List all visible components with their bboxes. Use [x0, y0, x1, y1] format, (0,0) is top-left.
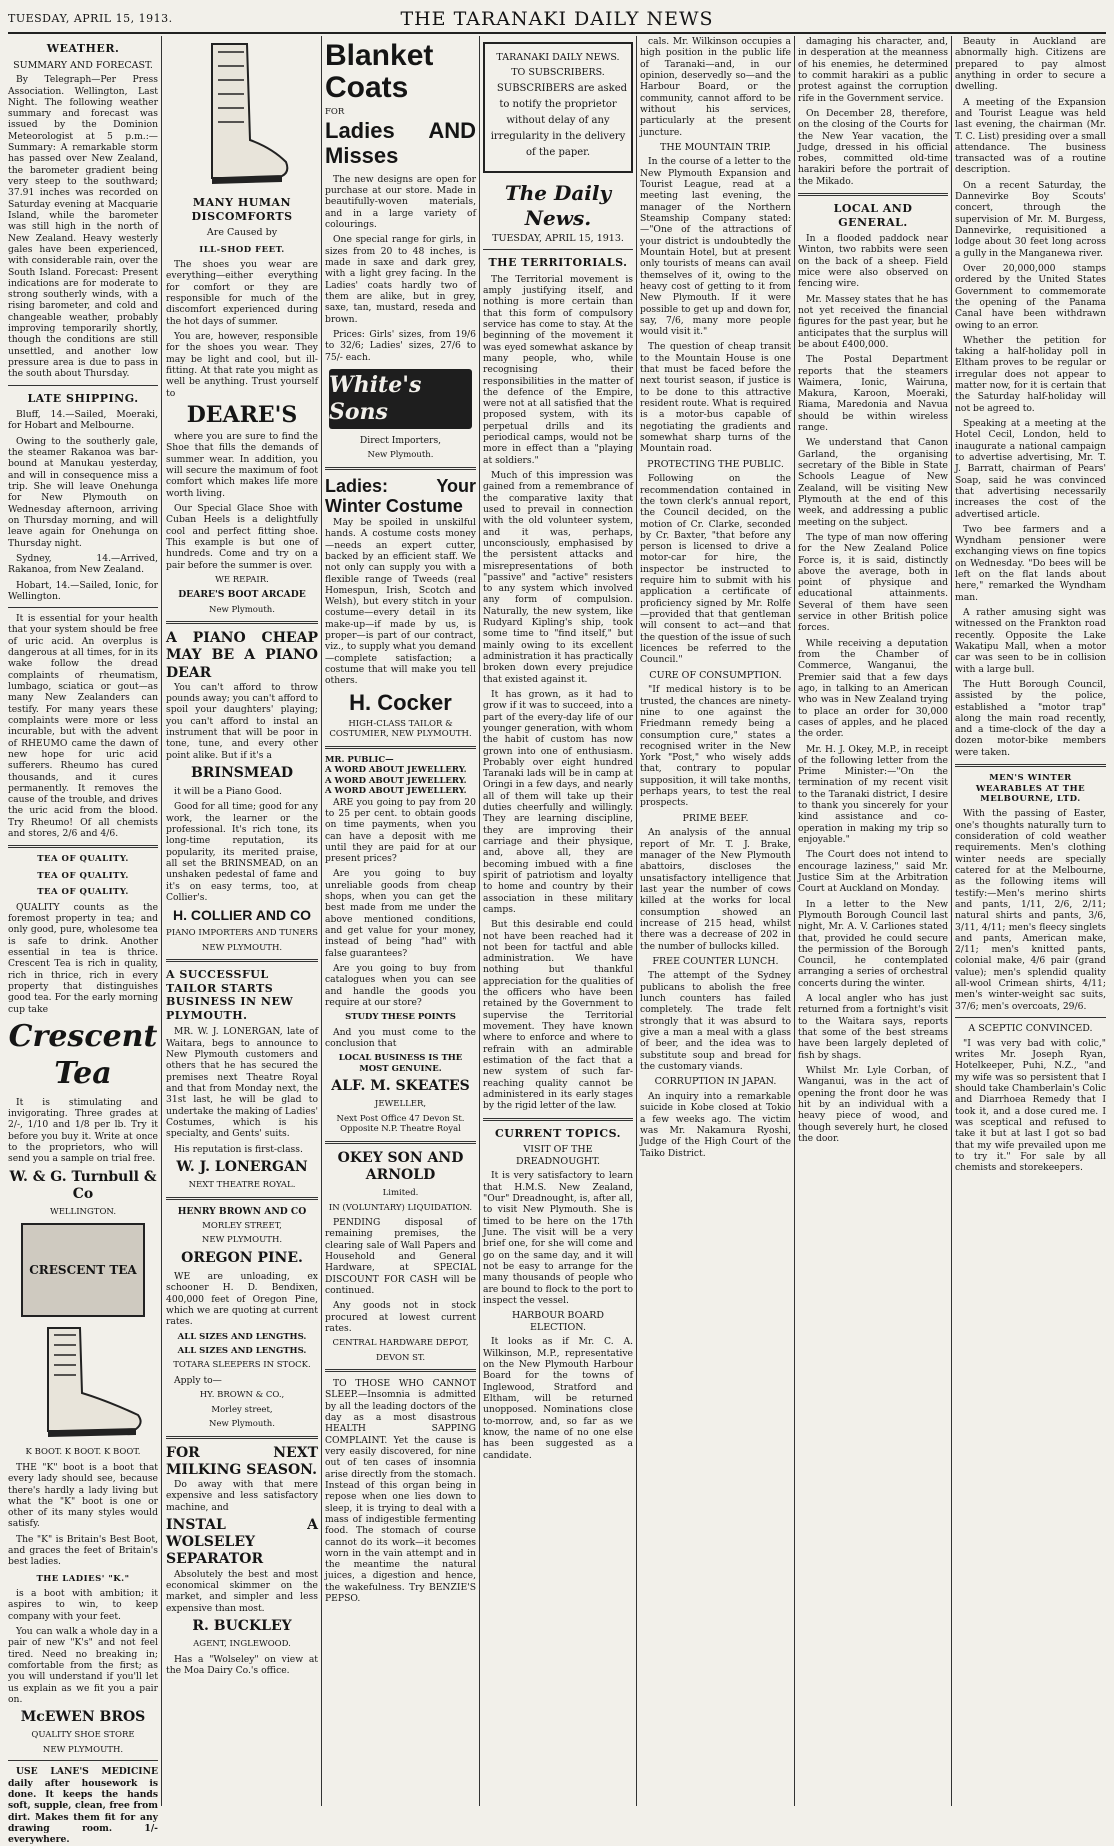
- local-item: We understand that Canon Garland, the organising secretary of the Bible in State Schools League of New Zealand, will be visiting New Plymouth at the end of this week, and addressing a public meeting on the subject.: [798, 437, 948, 528]
- local-item: A meeting of the Expansion and Tourist League was held last evening, the chairman (Mr. T. C. List) presiding over a small attendance. The business transacted was of a routine description.: [955, 96, 1106, 176]
- japan-subheading: CORRUPTION IN JAPAN.: [654, 1076, 777, 1088]
- pepso-advert-text: TO THOSE WHO CANNOT SLEEP.—Insomnia is admitted by all the leading doctors of the day as a most disastrous HEALTH SAPPING COMPLAINT. Yet the cause is very easily discovered, for nine out of ten cases of insomnia arise directly from the stomach. Instead of this organ being in repose when one lies down to sleep, it is trying to deal with a mass of indigestible fermenting food. The stomach of course cannot do its work—it becomes worn in the vain attempt and in the meantime the natural juices, a digestion and hence, the wakefulness. Try BENZIE'S PEPSO.: [325, 1378, 476, 1605]
- column-rule: [479, 36, 480, 1806]
- weather-subheading: SUMMARY AND FORECAST.: [13, 59, 153, 71]
- protecting-public-article: Following on the recommendation contained in the town clerk's annual report, the Council decided, on the motion of Cr. Clarke, seconded by Cr. Baxter, "that before any person is licensed to drive a motor-car for hire, the inspector be instructed to require him to submit with his application a certificate of proficiency signed by Mr. Rolfe—provided that that gentleman will consent to act—and that the question of the issue of such licences be referred to the Council.": [640, 473, 791, 666]
- hardware-street: DEVON ST.: [375, 1352, 426, 1363]
- turnbull-town: WELLINGTON.: [49, 1206, 117, 1217]
- menswear-heading: MEN'S WINTER WEARABLES AT THE MELBOURNE, LTD.: [975, 773, 1086, 804]
- local-item: Beauty in Auckland are abnormally high. Citizens are prepared to pay almost anything in order to secure a dwelling.: [955, 36, 1106, 93]
- deares-advert-text: Our Special Glace Shoe with Cuban Heels is a delightfully cool and perfect fitting shoe. This example is but one of hundreds. Come and try on a pair before the summer is over.: [166, 502, 318, 571]
- mcewen-town: NEW PLYMOUTH.: [42, 1744, 124, 1755]
- henry-brown-street: MORLEY STREET,: [202, 1220, 282, 1231]
- deares-shop: DEARE'S BOOT ARCADE: [178, 589, 306, 601]
- skeates-name: ALF. M. SKEATES: [331, 1078, 470, 1095]
- tailor-heading: A SUCCESSFUL TAILOR STARTS BUSINESS IN NEW PLYMOUTH.: [166, 968, 294, 1022]
- discomforts-subheading: ILL-SHOD FEET.: [199, 244, 285, 255]
- collier-town: NEW PLYMOUTH.: [201, 942, 283, 953]
- k-boot-text: You can walk a whole day in a pair of new "K's" and not feel tired. Need no breaking in; comfortable from the first; as you will understand if you'll let us explain as we fit you a pair on.: [8, 1626, 158, 1705]
- local-item: Two bee farmers and a Wyndham pensioner were exchanging views on fine topics on Wednesday. "Do bees will be left on the flat lands about here," remarked the Wyndham man.: [955, 523, 1106, 603]
- harbour-election-subheading: HARBOUR BOARD ELECTION.: [512, 1310, 604, 1333]
- dreadnought-subheading: VISIT OF THE DREADNOUGHT.: [515, 1144, 601, 1167]
- local-item: Speaking at a meeting at the Hotel Cecil, London, held to inaugurate a national campaign to advertise advertising, Mr. T. J. Barratt, chairman of Pears' Soap, said he was convinced that advertising necessarily increases the cost of the advertised article.: [955, 418, 1106, 520]
- apply-street: Morley street,: [211, 1404, 273, 1415]
- local-general-heading: LOCAL AND GENERAL.: [833, 202, 913, 229]
- tailor-advert-text: His reputation is first-class.: [174, 1143, 303, 1155]
- okey-text: PENDING disposal of remaining premises, the clearing sale of Wall Papers and Household and General Hardware, at SPECIAL DISCOUNT FOR CASH will be continued.: [325, 1217, 476, 1296]
- column-6: [798, 36, 948, 1806]
- local-item: The Court does not intend to encourage laziness," said Mr. Justice Sim at the Arbitration Court at Auckland on Monday.: [798, 849, 948, 895]
- weather-article: By Telegraph—Per Press Association. Wellington, Last Night. The following weather summary and forecast was issued by the Dominion Meteorologist at 5 p.m.:—Summary: A remarkable storm has passed over New Zealand, the barometer gradient being very steep to the southward; 37.91 inches was recorded on Saturday evening at Macquarie Island, while the barometer was still high in the north of New Zealand. Heavy westerly gales have been experienced, with considerable rain, over the South Island. Forecast: Present indications are for moderate to strong southerly winds, with a rising barometer, and cold and changeable weather, probably improving temporarily shortly, though the conditions are still unsettled, and another low pressure area is due to pass in the south about Thursday.: [8, 74, 158, 380]
- mountain-trip-article: In the course of a letter to the New Plymouth Expansion and Tourist League, read at a meeting last evening, the manager of the Northern Steamship Company stated:—"One of the attractions of your district is undoubtedly the Mountain Hotel, but at present only tourists of means can avail themselves of it, owing to the heavy cost of getting to it from New Plymouth. If it were possible to get up and down for, say, 7/6, many more people would visit it.": [640, 156, 791, 338]
- okey-text: Any goods not in stock procured at lowest current rates.: [325, 1300, 476, 1334]
- shipping-item: Hobart, 14.—Sailed, Ionic, for Wellington.: [8, 579, 158, 602]
- divider: [325, 746, 476, 749]
- column-2: [166, 36, 318, 1806]
- local-item: Whether the petition for taking a half-holiday poll in Eltham proves to be regular or irregular does not appear to matter now, for it is certain that the Saturday half-holiday will not be agreed to.: [955, 334, 1106, 414]
- column-1: [8, 36, 158, 1846]
- column-rule: [951, 36, 952, 1806]
- mcewen-tagline: QUALITY SHOE STORE: [31, 1730, 135, 1741]
- shipping-heading: LATE SHIPPING.: [27, 391, 139, 405]
- article-continuation: On December 28, therefore, on the closing of the Courts for the New Year vacation, the Judge, dressed in his official robes, committed old-time harakiri before the portrait of the Mikado.: [798, 107, 948, 187]
- column-5: [640, 36, 791, 1806]
- okey-name: OKEY SON AND ARNOLD: [337, 1149, 464, 1183]
- jewellery-text: Are you going to buy unreliable goods from cheap shops, when you can get the best made from me under the above mentioned conditions, and get value for your money, instead of being "had" with false guarantees?: [325, 868, 476, 959]
- jewellery-text: And you must come to the conclusion that: [325, 1026, 476, 1049]
- free-lunch-article: The attempt of the Sydney publicans to abolish the free lunch counters has failed completely. The trade felt strongly that it was absurd to give a man a meal with a glass of beer, and the idea was to substitute soup and bread for the customary viands.: [640, 970, 791, 1072]
- mountain-trip-article: The question of cheap transit to the Mountain House is one that must be faced before the next tourist season, if justice is to be done to this attractive resident route. What is required is a motor-bus capable of negotiating the gradients and somewhat sharp turns of the Mountain road.: [640, 341, 791, 455]
- notice-subheading: TO SUBSCRIBERS.: [511, 66, 605, 78]
- subscribers-notice: [483, 42, 633, 173]
- boot-icon: [18, 1323, 148, 1443]
- protecting-public-subheading: PROTECTING THE PUBLIC.: [647, 458, 784, 470]
- buckley-subtitle: AGENT, INGLEWOOD.: [193, 1639, 291, 1650]
- henry-brown-name: HENRY BROWN AND CO: [177, 1205, 307, 1217]
- header-date: TUESDAY, APRIL 15, 1913.: [8, 12, 173, 25]
- tea-heading: TEA OF QUALITY.: [37, 854, 129, 865]
- whites-subtitle: Direct Importers,: [359, 434, 442, 446]
- jewellery-heading: A WORD ABOUT JEWELLERY.: [325, 765, 467, 776]
- column-3: [325, 36, 476, 1806]
- tea-packet-image: [21, 1223, 145, 1317]
- divider: [325, 1369, 476, 1372]
- local-item: A local angler who has just returned from a fortnight's visit to the Waitara says, reports that some of the best streams have been largely depleted of fish by shags.: [798, 993, 948, 1061]
- shipping-item: Owing to the southerly gale, the steamer Rakanoa was bar-bound at Manukau yesterday, and will in consequence miss a trip. She will leave Onehunga for New Plymouth on Wednesday afternoon, arriving on Thursday morning, and will leave again for Onehunga on Thursday night.: [8, 435, 158, 549]
- local-item: On a recent Saturday, the Dannevirke Boy Scouts' concert, through the supervision of Mr. M. Burgess, Dannevirke, requisitioned a lodge about 30 feet long across a gully in the Manganewa river.: [955, 179, 1106, 259]
- local-item: Mr. H. J. Okey, M.P., in receipt of the following letter from the Prime Minister:—"On the termination of my recent visit to the Taranaki district, I desire to thank you sincerely for your kind assistance and co-operation in making my trip so enjoyable.": [798, 743, 948, 846]
- okey-subtitle: Limited.: [382, 1188, 419, 1199]
- local-item: A rather amusing sight was witnessed on the Frankton road recently. Opposite the Lake Wakatipu Mall, when a motor car was seen to be in collision with a large bull.: [955, 607, 1106, 675]
- local-item: Mr. Massey states that he has not yet received the financial figures for the past year, but he anticipates that the surplus will be about £400,000.: [798, 293, 948, 350]
- article-continuation: cals. Mr. Wilkinson occupies a high position in the public life of Taranaki—and, in our opinion, deservedly so—and the Harbour Board, or the community, cannot afford to be without his services, particularly at the present juncture.: [640, 36, 791, 138]
- discomforts-heading: MANY HUMAN DISCOMFORTS: [191, 196, 293, 223]
- deares-town: New Plymouth.: [209, 604, 275, 615]
- local-item: Whilst Mr. Lyle Corban, of Wanganui, was in the act of opening the front door he was hit by an individual with a heavy piece of wood, and though severely hurt, he closed the door.: [798, 1064, 948, 1144]
- hardware-depot: CENTRAL HARDWARE DEPOT,: [332, 1338, 469, 1349]
- k-boot-text: THE "K" boot is a boot that every lady should see, because there's hardly a lady living but what the "K" boot is one or other of its many styles would satisfy.: [8, 1461, 158, 1530]
- cocker-name: H. Cocker: [349, 689, 452, 715]
- newspaper-title: THE TARANAKI DAILY NEWS: [400, 8, 714, 30]
- deares-advert-text: You are, however, responsible for the shoes you wear. They may be light and cool, but ill-fitting. At that rate you might as well be anything. Trust yourself to: [166, 331, 318, 399]
- blanket-advert-text: The new designs are open for purchase at our store. Made in beautifully-woven materials, and in a large variety of colourings.: [325, 173, 476, 231]
- brinsmead-name: BRINSMEAD: [190, 764, 294, 781]
- buckley-name: R. BUCKLEY: [192, 1617, 292, 1634]
- local-business: LOCAL BUSINESS IS THE MOST GENUINE.: [338, 1053, 463, 1074]
- divider: [166, 1436, 318, 1439]
- shipping-item: Sydney, 14.—Arrived, Rakanoa, from New Zealand.: [8, 552, 158, 576]
- sceptic-article: "I was very bad with colic," writes Mr. Joseph Ryan, Hotelkeeper, Puhi, N.Z., "and my wife was so persistent that I should take Chamberlain's Colic and Diarrhoea Remedy that I took it, and a dose cured me. I was sceptical and refused to take it but at last I got so bad that my wife prevailed upon me to try it." For sale by all chemists and storekeepers.: [955, 1037, 1106, 1174]
- territorials-article: The Territorial movement is amply justifying itself, and nothing is more certain than that this form of compulsory service has come to stay. At the beginning of the movement it was eyed somewhat askance by many people, who, while recognising their responsibilities in the matter of the defence of the Empire, were not at all satisfied that the proposed system, with its perpetual drills and its periodical camps, would not be more in effect than a "playing at soldiers.": [483, 273, 633, 466]
- local-item: The Hutt Borough Council, assisted by the police, established a "motor trap" along the main road recently, and a time-clock of the day a dozen motor-bike members were taken.: [955, 678, 1106, 758]
- free-lunch-subheading: FREE COUNTER LUNCH.: [652, 955, 779, 967]
- consumption-article: "If medical history is to be trusted, the chances are ninety-nine to one against the Friedmann remedy being a consumption cure," states a recognised writer in the New York "Post," who wisely adds that, contrary to popular supposition, it will take months, perhaps years, to test the real prospects.: [640, 684, 791, 809]
- milking-heading: FOR NEXT MILKING SEASON.: [166, 1444, 318, 1478]
- boot-icon: [192, 40, 292, 190]
- deares-advert-text: The shoes you wear are everything—either everything for comfort or they are responsible for much of the discomfort experienced during the hot days of summer.: [166, 259, 318, 327]
- study-points: STUDY THESE POINTS: [345, 1012, 456, 1023]
- piano-advert-text: it will be a Piano Good.: [174, 786, 282, 798]
- lonergan-subtitle: NEXT THEATRE ROYAL.: [188, 1180, 296, 1191]
- column-rule: [636, 36, 637, 1806]
- deares-repair: WE REPAIR.: [215, 574, 269, 585]
- column-rule: [794, 36, 795, 1806]
- divider: [798, 193, 948, 196]
- tea-heading: TEA OF QUALITY.: [37, 870, 129, 881]
- whites-town: New Plymouth.: [367, 450, 434, 461]
- blanket-coats-heading: Blanket Coats: [325, 39, 434, 104]
- jewellery-text: ARE you going to pay from 20 to 25 per cent. to obtain goods on time payments, when you can have a deposit with me until they are paid for at our present prices?: [325, 796, 476, 865]
- local-item: While receiving a deputation from the Chamber of Commerce, Wanganui, the Premier said that a few days ago, in talking to an American who was in New Zealand trying to place an order for 30,000 cases of apples, and he placed the order.: [798, 637, 948, 740]
- column-rule: [161, 36, 162, 1806]
- current-topics-heading: CURRENT TOPICS.: [495, 1126, 621, 1140]
- mcewen-name: McEWEN BROS: [20, 1709, 146, 1726]
- jewellery-heading: A WORD ABOUT JEWELLERY.: [325, 775, 467, 786]
- notice-heading: TARANAKI DAILY NEWS.: [496, 52, 620, 63]
- consumption-subheading: CURE OF CONSUMPTION.: [649, 669, 782, 681]
- discomforts-subheading: Are Caused by: [206, 227, 278, 239]
- oregon-advert-text: WE are unloading, ex schooner H. D. Bendixen, 400,000 feet of Oregon Pine, which we are quoting at current rates.: [166, 1270, 318, 1328]
- apply-name: HY. BROWN & CO.,: [199, 1390, 285, 1401]
- skeates-subtitle: JEWELLER,: [374, 1099, 427, 1110]
- territorials-article: But this desirable end could not have been reached had it not been for tactful and able administration. We have nothing but thankful appreciation for the qualities of the officers who have been retained by the Government to supervise the Territorial movement. They have known where to enforce and where to refrain with an admirable estimation of the fact that a new system of such far-reaching quality cannot be administered in its early stages by the rigid letter of the law.: [483, 919, 633, 1112]
- divider: [483, 1118, 633, 1121]
- whites-sons-logo: White's Sons: [329, 369, 472, 429]
- winter-costume-heading: Ladies: Your Winter Costume: [325, 475, 476, 517]
- weather-heading: WEATHER.: [46, 42, 120, 55]
- totara-sleepers: TOTARA SLEEPERS IN STOCK.: [173, 1360, 311, 1371]
- territorials-article: It has grown, as it had to grow if it was to succeed, into a part of the every-day life of our younger generation, with whom the habit of custom has now grown into one of enthusiasm. Probably over eight hundred Taranaki lads will be in camp at Oringi in a few days, and nearly all of them will take up their duties cheerfully and willingly. They are learning discipline, they are improving their carriage and their physique, and, above all, they are becoming imbued with a fine spirit of patriotism and loyalty to home and country by their association in these military camps.: [483, 688, 633, 915]
- collier-subtitle: PIANO IMPORTERS AND TUNERS: [166, 928, 318, 939]
- rheumo-advert: It is essential for your health that your system should be free of uric acid. An overplus is dangerous at all times, for in its wake follow the dread complaints of rheumatism, lumbago, sciatica or gout—as many New Zealanders can testify. For many years these complaints were more or less incurable, but with the advent of RHEUMO came the dawn of new hope for uric acid sufferers. Rheumo has cured thousands, and it cures permanently. It removes the cause of the trouble, and drives the uric acid from the blood. Try Rheumo! Of all chemists and stores, 2/6 and 4/6.: [8, 613, 158, 840]
- divider: [166, 959, 318, 962]
- collier-name: H. COLLIER AND CO: [173, 907, 311, 924]
- piano-advert-text: You can't afford to throw pounds away; you can't afford to spoil your daughters' playing; you can't afford to instal an instrument that will be poor in tone, tune, and every other point alike. But if it's a: [166, 681, 318, 761]
- oregon-heading: OREGON PINE.: [181, 1249, 303, 1266]
- oregon-sizes: ALL SIZES AND LENGTHS.: [177, 1346, 307, 1356]
- blanket-for: FOR: [325, 107, 345, 117]
- tea-packet-label: CRESCENT TEA: [29, 1263, 137, 1278]
- local-item: In a flooded paddock near Winton, two rabbits were seen on the back of a sheep. Field mice were also observed on fencing wire.: [798, 233, 948, 290]
- daily-news-masthead: The Daily News.: [504, 181, 612, 230]
- crescent-tea-logo: Crescent Tea: [8, 1018, 158, 1091]
- oregon-sizes: ALL SIZES AND LENGTHS.: [177, 1331, 307, 1342]
- divider: [8, 1760, 158, 1761]
- divider: [955, 764, 1106, 767]
- local-item: Over 20,000,000 stamps ordered by the United States Government to commemorate the opening of the Panama Canal have been withdrawn owing to an error.: [955, 262, 1106, 331]
- turnbull-name: W. & G. Turnbull & Co: [9, 1168, 157, 1202]
- apply-town: New Plymouth.: [209, 1419, 275, 1430]
- k-boot-lines: K BOOT. K BOOT. K BOOT.: [25, 1447, 141, 1458]
- divider: [8, 607, 158, 608]
- column-4: [483, 36, 633, 1806]
- skeates-address: Next Post Office 47 Devon St. Opposite N.P. Theatre Royal: [336, 1113, 465, 1135]
- harbour-election-article: It looks as if Mr. C. A. Wilkinson, M.P., representative on the New Plymouth Harbour Board for the towns of Inglewood, Stratford and Eltham, will be returned unopposed. Nominations close to-morrow, and, so far as we know, the name of no one else has been suggested as a candidate.: [483, 1336, 633, 1461]
- k-boot-text: is a boot with ambition; it aspires to win, to keep company with your feet.: [8, 1588, 158, 1622]
- prime-beef-subheading: PRIME BEEF.: [682, 812, 749, 824]
- local-item: In a letter to the New Plymouth Borough Council last night, Mr. A. V. Carliones stated that, provided he could secure the permission of the Borough Council, he contemplated arranging a series of orchestral concerts during the winter.: [798, 898, 948, 989]
- notice-text: SUBSCRIBERS are asked to notify the proprietor without delay of any irregularity in the delivery of the paper.: [490, 83, 628, 159]
- dreadnought-article: It is very satisfactory to learn that H.M.S. New Zealand, "Our" Dreadnought, is, after all, to visit New Plymouth. She is timed to be here on the 17th June. The visit will be a very brief one, for she will come and go on the same day, and it will not be easy to arrange for the many thousands of people who are bound to flock to the port to inspect the vessel.: [483, 1170, 633, 1306]
- henry-brown-town: NEW PLYMOUTH.: [201, 1235, 283, 1246]
- jewellery-text: Are you going to buy from catalogues when you can see and handle the goods you require at our store?: [325, 962, 476, 1008]
- tailor-advert-text: MR. W. J. LONERGAN, late of Waitara, begs to announce to New Plymouth customers and others that he has secured the premises next Theatre Royal and that from Monday next, the 31st last, he will be glad to undertake the making of Ladies' Costumes, which is his specialty, and Gents' suits.: [166, 1026, 318, 1140]
- divider: [325, 1141, 476, 1144]
- buckley-text: Has a "Wolseley" on view at the Moa Dairy Co.'s office.: [166, 1653, 318, 1676]
- prime-beef-article: An analysis of the annual report of Mr. T. J. Brake, manager of the New Plymouth abattoirs, discloses the unsatisfactory intelligence that last year the number of cows killed at the works for local consumption showed an increase of 215 head, whilst there was a decrease of 202 in the number of bullocks killed.: [640, 827, 791, 952]
- divider: [166, 621, 318, 624]
- divider: [8, 845, 158, 848]
- okey-liquidation: IN (VOLUNTARY) LIQUIDATION.: [328, 1202, 473, 1213]
- article-continuation: damaging his character, and, in desperation at the meanness of his enemies, he determined to commit harakiri as a public protest against the corruption rife in the Government service.: [798, 36, 948, 104]
- blanket-prices: Prices: Girls' sizes, from 19/6 to 32/6; Ladies' sizes, 27/6 to 75/- each.: [325, 328, 476, 363]
- territorials-article: Much of this impression was gained from a remembrance of the comparative laxity that used to prevail in connection with the old volunteer system, and it was, perhaps, unconsciously, emphasised by the persistent attacks and misrepresentations of both "passive" and "active" resisters to any system which involved any form of compulsion. Naturally, the new system, like Rudyard Kipling's ship, took some time to "find itself," but mainly owing to its excellent administration it has practically broken down every prejudice that existed against it.: [483, 470, 633, 685]
- k-boot-heading: THE LADIES' "K.": [36, 1573, 130, 1584]
- deares-advert-text: where you are sure to find the Shoe that fills the demands of summer wear. In addition, you will secure the maximum of foot comfort which makes life more worth living.: [166, 431, 318, 499]
- divider: [8, 385, 158, 386]
- masthead-date: TUESDAY, APRIL 15, 1913.: [492, 232, 624, 244]
- local-item: The type of man now offering for the New Zealand Police Force is, it is said, distinctly above the average, both in point of physique and educational attainments. Several of them have seen service in other British police forces.: [798, 531, 948, 634]
- mountain-trip-subheading: THE MOUNTAIN TRIP.: [660, 141, 771, 153]
- cocker-subtitle: HIGH-CLASS TAILOR & COSTUMIER, NEW PLYMOUTH.: [329, 718, 472, 740]
- japan-article: An inquiry into a remarkable suicide in Kobe closed at Tokio a few weeks ago. The victim was Mr. Nakamura Ryoshi, Judge of the High Court of the Taiko District.: [640, 1090, 791, 1159]
- wolseley-heading: INSTAL A WOLSELEY SEPARATOR: [166, 1516, 318, 1568]
- divider: [955, 1017, 1106, 1018]
- local-item: The Postal Department reports that the steamers Waimera, Ionic, Wairuna, Makura, Karoon, Moeraki, Riama, Maredonia and Navua should be within wireless range.: [798, 354, 948, 434]
- tea-heading: TEA OF QUALITY.: [37, 887, 129, 898]
- k-boot-text: The "K" is Britain's Best Boot, and graces the feet of Britain's best ladies.: [8, 1533, 158, 1568]
- milking-advert-text: Absolutely the best and most economical skimmer on the market, and simpler and less expensive than most.: [166, 1568, 318, 1614]
- cocker-advert-text: May be spoiled in unskilful hands. A costume costs money—needs an expert cutter, backed by an efficient staff. We not only can supply you with a flexible range of Tweeds (real Homespun, Irish, Scotch and Welsh), but every stitch in your costume—every detail in its make-up—if made by us, is proper—is part of our contract, viz., to supply what you demand—complete satisfaction; a costume that will make you tell others.: [325, 516, 476, 687]
- blanket-advert-text: One special range for girls, in sizes from 20 to 48 inches, is made in saxe and dark grey, with a light grey facing. In the Ladies' coats hardly two of them are alike, but in grey, saxe, tan, mustard, reseda and brown.: [325, 234, 476, 325]
- tea-advert-text: It is stimulating and invigorating. Three grades at 2/-, 1/10 and 1/8 per lb. Try it before you buy it. Write at once to the proprietors, who will send you a sample on trial free.: [8, 1096, 158, 1165]
- blanket-ladies-misses: Ladies AND Misses: [325, 118, 476, 168]
- piano-advert-text: Good for all time; good for any work, the learner or the professional. It's rich tone, its long-time reputation, its popularity, its merited praise, all set the BRINSMEAD, on an unshaken pedestal of fame and it's on easy terms, too, at Collier's.: [166, 801, 318, 903]
- shipping-item: Bluff, 14.—Sailed, Moeraki, for Hobart and Melbourne.: [8, 409, 158, 432]
- piano-heading: A PIANO CHEAP MAY BE A PIANO DEAR: [166, 630, 318, 681]
- divider: [166, 1197, 318, 1200]
- deares-name: DEARE'S: [186, 401, 298, 428]
- jewellery-heading: A WORD ABOUT JEWELLERY.: [325, 786, 467, 797]
- tea-advert-text: QUALITY counts as the foremost property in tea; and only good, pure, wholesome tea is safe to drink. Another essential in tea is thrice. Crescent Tea is rich in quality, rich in thrice, rich in every property that distinguishes good tea. For the early morning cup take: [8, 901, 158, 1015]
- milking-advert-text: Do away with that mere expensive and less satisfactory machine, and: [166, 1479, 318, 1513]
- lanes-medicine-advert: USE LANE'S MEDICINE daily after housework is done. It keeps the hands soft, supple, clean, free from dirt. Makes them fit for any drawing room. 1/- everywhere.: [8, 1766, 158, 1846]
- lonergan-name: W. J. LONERGAN: [176, 1158, 308, 1175]
- sceptic-heading: A SCEPTIC CONVINCED.: [968, 1023, 1093, 1035]
- territorials-heading: THE TERRITORIALS.: [488, 256, 628, 270]
- menswear-article: With the passing of Easter, one's thoughts naturally turn to consideration of cold weather requirements. Men's clothing winter needs are specially catered for at the Melbourne, as the following items will testify:—Men's merino shirts and pants, 1/11, 2/6, 2/11; natural shirts and pants, 3/6, 3/11, 4/11; men's fleecy singlets and pants, American make, 2/11; men's knitted pants, colonial make, 4/6 pair (grand value); men's splendid quality all-wool Crimean shirts, 4/11; men's winter-weight sac suits, 37/6; men's overcoats, 29/6.: [955, 808, 1106, 1012]
- column-7: [955, 36, 1106, 1806]
- public-heading: MR. PUBLIC—: [325, 754, 394, 765]
- apply-to: Apply to—: [174, 1374, 222, 1386]
- divider: [483, 249, 633, 250]
- column-rule: [321, 36, 322, 1806]
- page-header: [8, 6, 1106, 34]
- divider: [325, 467, 476, 470]
